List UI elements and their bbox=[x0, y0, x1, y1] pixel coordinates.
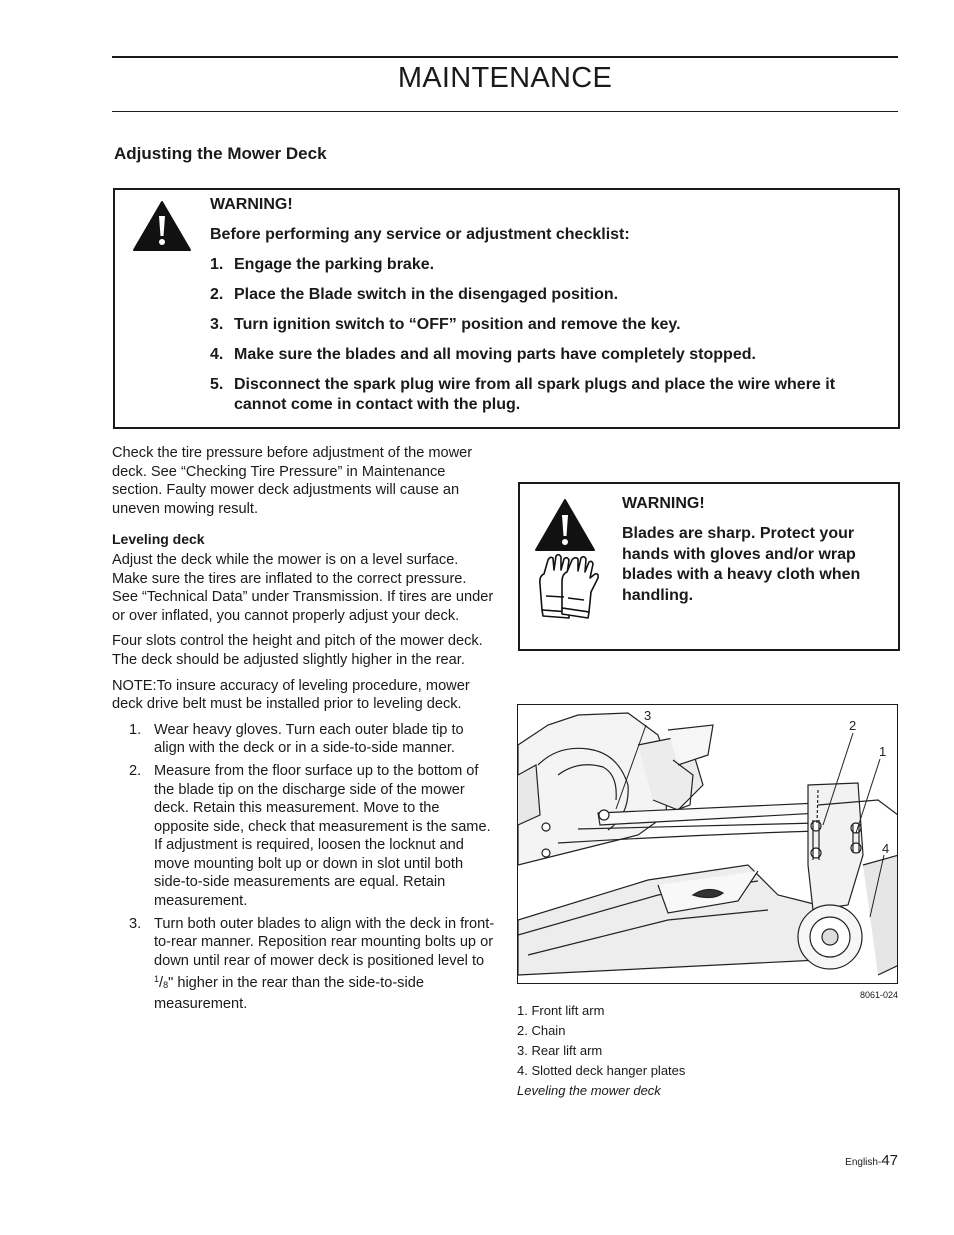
list-item: 4. Make sure the blades and all moving parts have completely stopped. bbox=[210, 346, 756, 363]
warning-text bbox=[210, 195, 880, 425]
callout-3: 3 bbox=[644, 708, 652, 723]
section-heading: Adjusting the Mower Deck bbox=[114, 144, 327, 163]
figure-caption: Leveling the mower deck bbox=[517, 1083, 661, 1098]
list-item: 1. Wear heavy gloves. Turn each outer blade tip to align with the deck or in a side-to-side manner. bbox=[129, 721, 464, 757]
list-item: 2. Measure from the floor surface up to the bottom of the blade tip on the discharge side of the mower deck. Retain this measurement. Move to the opposite side, check that measurement is the same. If adjustment is required, loosen the locknut and move mounting bolt up or down in slot until both side-to-side measurements are equal. Retain measurement. bbox=[129, 762, 491, 910]
list-item: 3. Turn ignition switch to “OFF” position and remove the key. bbox=[210, 316, 681, 333]
figure-code: 8061-024 bbox=[859, 990, 898, 1000]
callout-1: 1 bbox=[879, 744, 887, 759]
fraction-denominator: 8 bbox=[163, 980, 169, 991]
intro-paragraph: Check the tire pressure before adjustment of the mower deck. See “Checking Tire Pressure” in Maintenance section. Faulty mower deck adjustments will cause an uneven mowing result. bbox=[112, 445, 473, 517]
legend-item: 2. Chain bbox=[517, 1023, 566, 1038]
note-paragraph: NOTE:To insure accuracy of leveling procedure, mower deck drive belt must be installed prior to leveling deck. bbox=[112, 677, 470, 713]
list-item: 3. Turn both outer blades to align with the deck in front-to-rear manner. Reposition rear mounting bolts up or down until rear of mower deck is positioned level to $^1/_8$" higher in the rear than the side-to-side measurement. bbox=[129, 915, 495, 1013]
warning-box-sharp-blades bbox=[518, 482, 900, 651]
legend-item: 1. Front lift arm bbox=[517, 1003, 605, 1018]
header-rule-top bbox=[112, 56, 898, 58]
paragraph-four-slots: Four slots control the height and pitch of the mower deck. The deck should be adjusted slightly higher in the rear. bbox=[112, 633, 483, 668]
warning-title: WARNING! bbox=[210, 196, 293, 213]
callout-2: 2 bbox=[849, 718, 857, 733]
paragraph-level-surface: Adjust the deck while the mower is on a level surface. Make sure the tires are inflated to the correct pressure. See “Technical Data” under Transmission. If tires are under or over inflated, you cannot properly adjust your deck. bbox=[112, 551, 494, 624]
figure-leveling-mower-deck bbox=[517, 704, 898, 984]
page-number: 47 bbox=[881, 1152, 898, 1169]
warning-text bbox=[622, 494, 890, 606]
list-item: 5. Disconnect the spark plug wire from all spark plugs and place the wire where it cannot come in contact with the plug. bbox=[210, 376, 836, 413]
figure-legend bbox=[517, 1001, 685, 1101]
footer-language: English- bbox=[845, 1157, 882, 1168]
page-title: MAINTENANCE bbox=[397, 62, 613, 94]
leveling-steps bbox=[129, 721, 496, 1014]
page-footer bbox=[780, 1152, 898, 1169]
subheading-leveling-deck: Leveling deck bbox=[112, 531, 205, 548]
warning-body: Blades are sharp. Protect your hands with gloves and/or wrap blades with a heavy cloth when handling. bbox=[622, 525, 861, 604]
list-item: 2. Place the Blade switch in the disengaged position. bbox=[210, 286, 619, 303]
warning-checklist bbox=[210, 255, 880, 415]
callout-4: 4 bbox=[882, 841, 890, 856]
list-item: 1. Engage the parking brake. bbox=[210, 256, 435, 273]
warning-triangle-icon bbox=[534, 498, 596, 552]
deck-illustration bbox=[518, 705, 898, 984]
fraction-numerator: 1 bbox=[154, 974, 160, 985]
warning-box-safety-checklist bbox=[113, 188, 900, 429]
warning-title: WARNING! bbox=[622, 495, 705, 512]
warning-triangle-icon bbox=[132, 200, 192, 252]
legend-item: 3. Rear lift arm bbox=[517, 1043, 603, 1058]
body-text-column bbox=[112, 444, 496, 1018]
legend-item: 4. Slotted deck hanger plates bbox=[517, 1063, 686, 1078]
gloves-icon bbox=[534, 550, 602, 620]
header-rule-bottom bbox=[112, 111, 898, 112]
warning-intro: Before performing any service or adjustment checklist: bbox=[210, 226, 630, 243]
